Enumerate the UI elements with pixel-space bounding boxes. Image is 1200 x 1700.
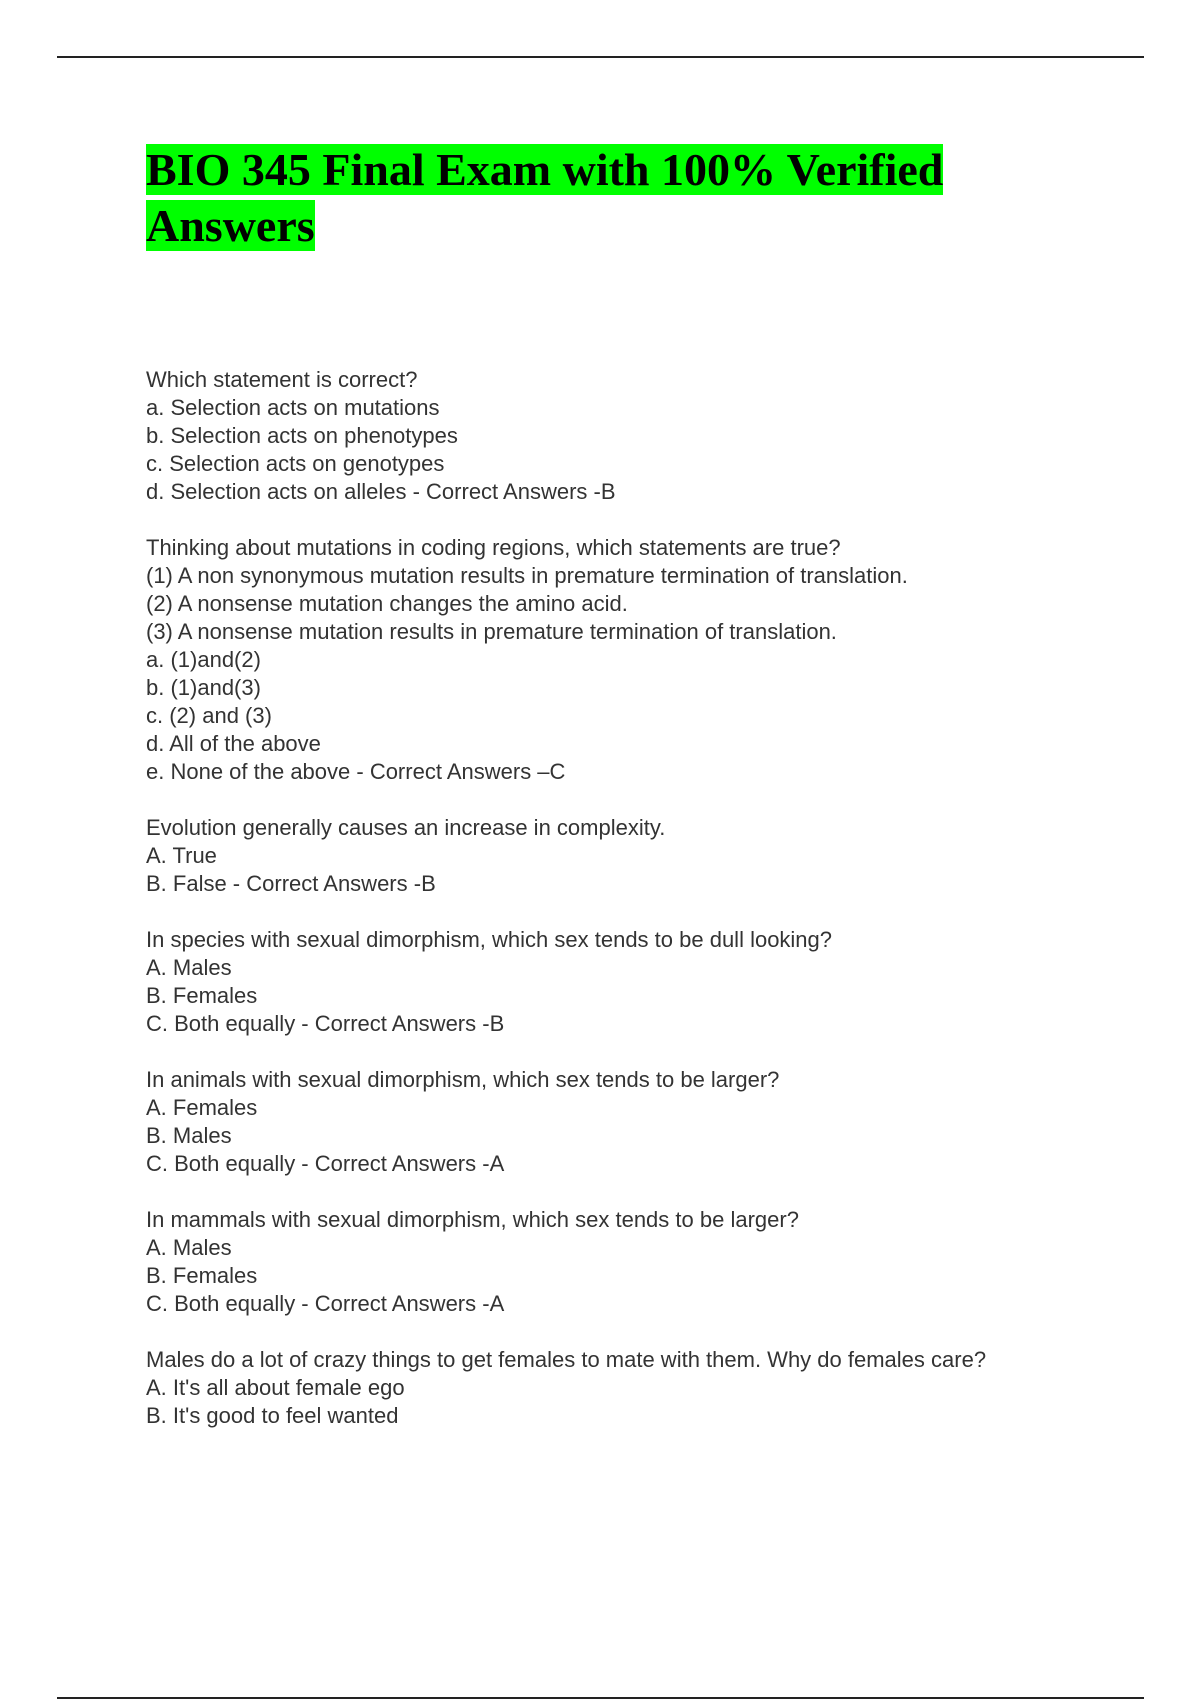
answer-option: e. None of the above - Correct Answers –C [146,759,566,784]
answer-option: b. Selection acts on phenotypes [146,423,458,448]
question-list [146,366,1146,1458]
answer-option: A. True [146,843,217,868]
answer-option: A. Females [146,1095,258,1120]
question-text: Evolution generally causes an increase in complexity. [146,815,666,840]
answer-option: a. Selection acts on mutations [146,395,440,420]
answer-option: C. Both equally - Correct Answers -A [146,1151,505,1176]
question-block [146,926,1146,1038]
answer-option: A. It's all about female ego [146,1375,405,1400]
question-text: In mammals with sexual dimorphism, which sex tends to be larger? [146,1207,799,1232]
answer-option: B. It's good to feel wanted [146,1403,399,1428]
question-block [146,814,1146,898]
answer-option: B. Females [146,983,258,1008]
answer-option: b. (1)and(3) [146,675,261,700]
question-block [146,366,1146,506]
question-block [146,1206,1146,1318]
question-text: Thinking about mutations in coding regions, which statements are true? [146,535,841,560]
answer-option: (1) A non synonymous mutation results in premature termination of translation. [146,563,908,588]
answer-option: B. Males [146,1123,232,1148]
question-text: Males do a lot of crazy things to get females to mate with them. Why do females care? [146,1347,987,1372]
question-text: In animals with sexual dimorphism, which sex tends to be larger? [146,1067,780,1092]
footer-rule [57,1697,1144,1699]
document-title [146,142,1046,254]
answer-option: C. Both equally - Correct Answers -A [146,1291,505,1316]
answer-option: d. Selection acts on alleles - Correct Answers -B [146,479,616,504]
question-text: In species with sexual dimorphism, which sex tends to be dull looking? [146,927,833,952]
answer-option: a. (1)and(2) [146,647,261,672]
answer-option: B. Females [146,1263,258,1288]
answer-option: C. Both equally - Correct Answers -B [146,1011,505,1036]
answer-option: (3) A nonsense mutation results in premature termination of translation. [146,619,837,644]
answer-option: (2) A nonsense mutation changes the amino acid. [146,591,628,616]
answer-option: B. False - Correct Answers -B [146,871,436,896]
answer-option: A. Males [146,955,232,980]
question-block [146,1346,1146,1430]
question-block [146,534,1146,786]
header-rule [57,56,1144,58]
question-block [146,1066,1146,1178]
answer-option: c. Selection acts on genotypes [146,451,445,476]
question-text: Which statement is correct? [146,367,418,392]
title-highlight: BIO 345 Final Exam with 100% Verified Answers [146,144,944,251]
answer-option: c. (2) and (3) [146,703,272,728]
answer-option: A. Males [146,1235,232,1260]
answer-option: d. All of the above [146,731,321,756]
